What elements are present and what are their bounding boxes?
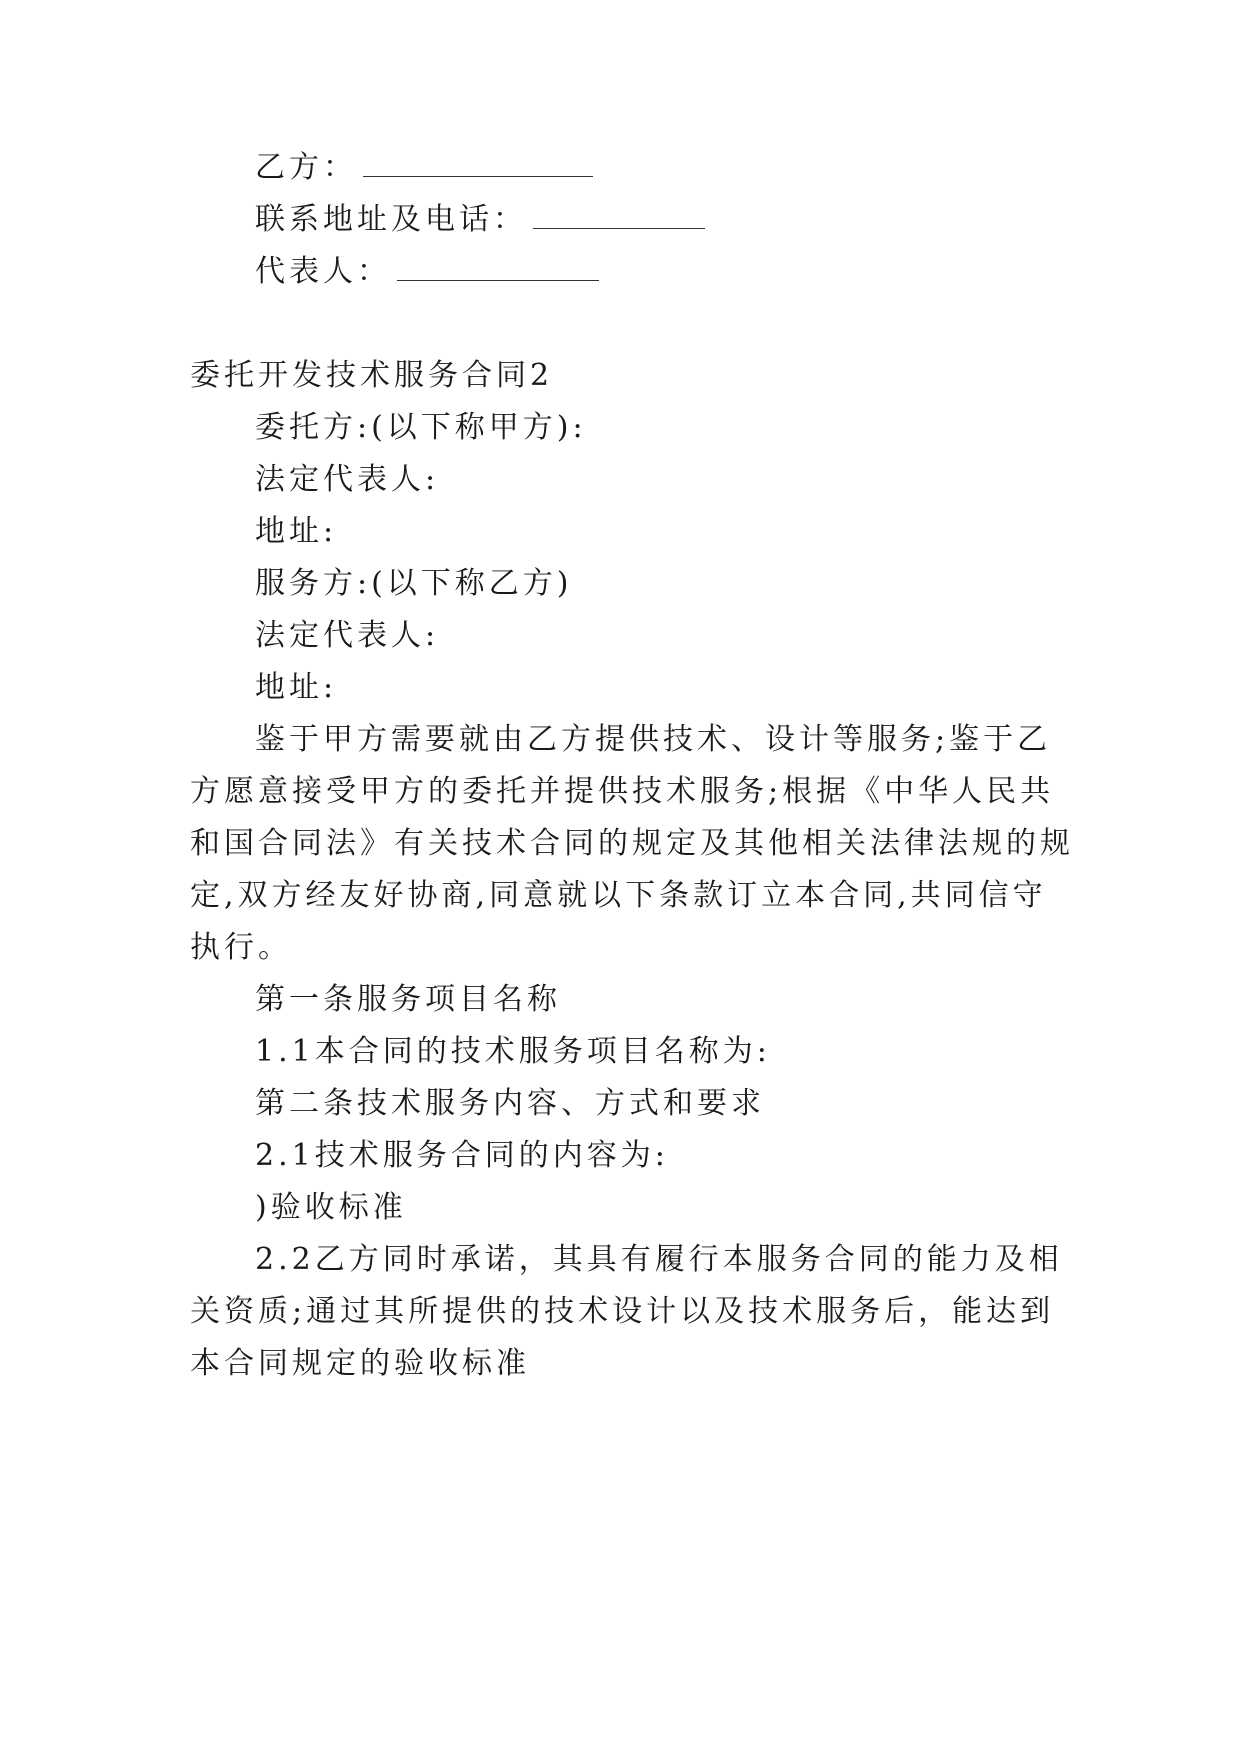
clause-1-1: 1.1本合同的技术服务项目名称为:	[255, 1034, 771, 1069]
representative-label: 代表人：	[255, 254, 391, 289]
contact-label: 联系地址及电话：	[255, 202, 527, 237]
client-address-line: 地址:	[255, 514, 338, 549]
preamble-line: 鉴于甲方需要就由乙方提供技术、设计等服务;鉴于乙	[255, 722, 1052, 757]
preamble-line: 执行。	[190, 930, 292, 965]
preamble-line: 方愿意接受甲方的委托并提供技术服务;根据《中华人民共	[190, 774, 1055, 809]
representative-blank	[397, 254, 599, 281]
clause-2-1: 2.1技术服务合同的内容为:	[255, 1138, 669, 1173]
clause-2-2-line: 本合同规定的验收标准	[190, 1346, 530, 1381]
clause-2-2-line: 关资质;通过其所提供的技术设计以及技术服务后，能达到	[190, 1294, 1055, 1329]
provider-rep-line: 法定代表人:	[255, 618, 440, 653]
article-2-title: 第二条技术服务内容、方式和要求	[255, 1086, 765, 1121]
preamble-line: 和国合同法》有关技术合同的规定及其他相关法律法规的规	[190, 826, 1074, 861]
provider-address-line: 地址:	[255, 670, 338, 705]
clause-2-2-line: 2.2乙方同时承诺，其具有履行本服务合同的能力及相	[255, 1242, 1063, 1277]
representative-line	[255, 252, 1135, 292]
provider-line: 服务方:(以下称乙方)	[255, 566, 573, 601]
contract-title: 委托开发技术服务合同2	[190, 358, 554, 393]
client-line: 委托方:(以下称甲方):	[255, 410, 587, 445]
preamble-line: 定,双方经友好协商,同意就以下条款订立本合同,共同信守	[190, 878, 1047, 913]
client-rep-line: 法定代表人:	[255, 462, 440, 497]
article-1-title: 第一条服务项目名称	[255, 982, 561, 1017]
contact-blank	[533, 202, 705, 229]
acceptance-standard: )验收标准	[255, 1190, 407, 1225]
party-b-line	[255, 148, 1135, 188]
contact-line	[255, 200, 1135, 240]
party-b-label: 乙方：	[255, 150, 357, 185]
party-b-blank	[363, 150, 593, 177]
